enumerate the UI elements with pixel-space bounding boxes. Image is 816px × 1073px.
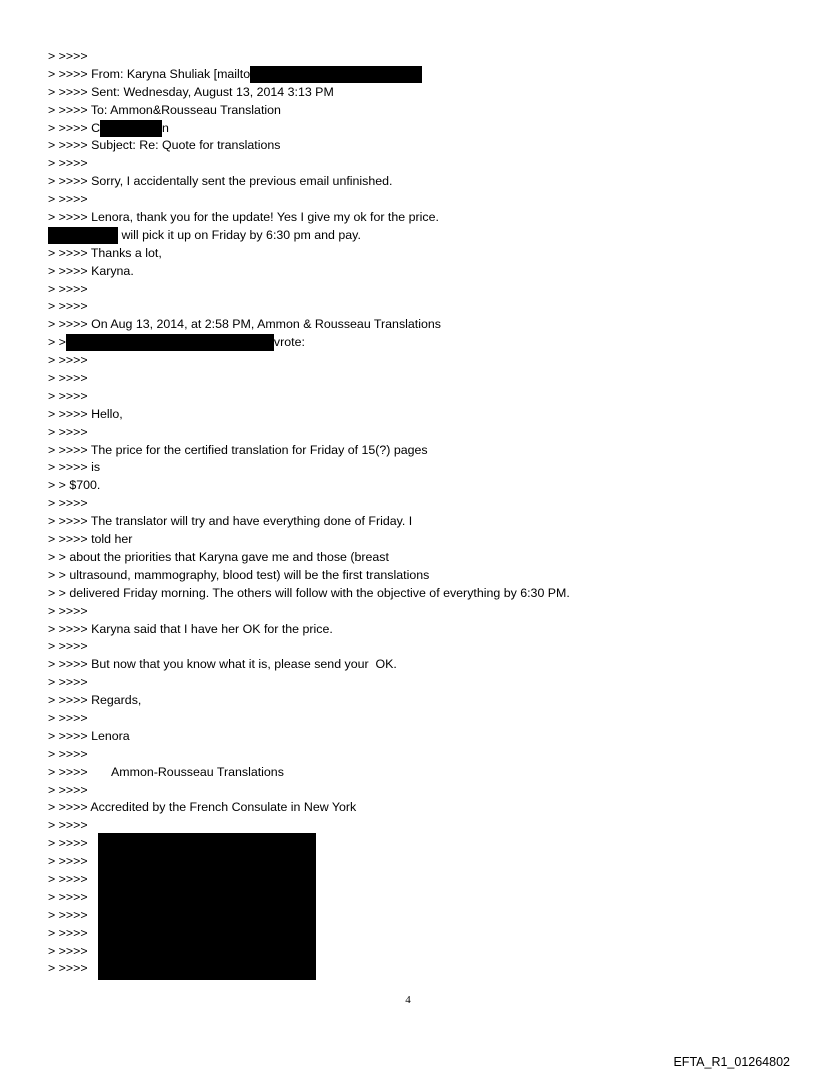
email-line	[48, 173, 788, 191]
redaction-block-signature	[98, 833, 316, 980]
email-line	[48, 746, 788, 764]
email-line	[48, 764, 788, 782]
email-line-text: > >>>>	[48, 49, 88, 63]
email-line	[48, 281, 788, 299]
email-line	[48, 513, 788, 531]
email-line-text: > >>>>	[48, 961, 88, 976]
email-line	[48, 710, 788, 728]
page-number: 4	[405, 994, 411, 1006]
email-line	[48, 674, 788, 692]
email-line-text: > >>>> Lenora	[48, 728, 130, 743]
email-line-text: > >>>>	[48, 782, 88, 797]
email-line-text: > >>>>	[48, 925, 88, 940]
email-line-text: > >>>> Lenora, thank you for the update! Yes I give my ok for the price.	[48, 210, 439, 225]
email-line-text: > >>>> Regards,	[48, 693, 142, 708]
email-line	[48, 137, 788, 155]
email-line-text: > >>>> Subject: Re: Quote for translations	[48, 138, 281, 153]
email-line-text: > >>>> Karyna said that I have her OK for the price.	[48, 621, 333, 636]
email-line-text: > >>>> Ammon-Rousseau Translations	[48, 764, 284, 779]
email-line-text: > >>>>	[48, 299, 88, 314]
email-line-text: > >>>>	[48, 639, 88, 654]
email-line-text: > >>>> From: Karyna Shuliak [mailto	[48, 66, 251, 81]
email-line-text: > > ultrasound, mammography, blood test) will be the first translations	[48, 567, 430, 582]
email-line-text: > >>>>	[48, 907, 88, 922]
email-line-text: > >>>> Accredited by the French Consulate in New York	[48, 800, 357, 815]
email-line-text: > >>>> On Aug 13, 2014, at 2:58 PM, Ammon & Rousseau Translations	[48, 317, 441, 332]
email-line-text: > >>>> Sent: Wednesday, August 13, 2014 3:13 PM	[48, 84, 334, 99]
email-line-text: > >>>> C	[48, 120, 101, 135]
email-line	[48, 424, 788, 442]
email-line	[48, 209, 788, 227]
email-line	[48, 227, 788, 245]
email-line-text: > > $700.	[48, 478, 101, 493]
document-id: EFTA_R1_01264802	[673, 1055, 790, 1069]
email-line-text: > > delivered Friday morning. The others will follow with the objective of everything by 6:30 PM.	[48, 585, 570, 600]
email-line	[48, 316, 788, 334]
email-line	[48, 370, 788, 388]
email-line-text: > >>>> told her	[48, 532, 133, 547]
email-line-text: > >>>>	[48, 836, 88, 851]
email-line-text: > >>>>	[48, 603, 88, 618]
email-line	[48, 728, 788, 746]
email-line-text: > >>>>	[48, 192, 88, 207]
email-line	[48, 692, 788, 710]
email-line-text: > >>>>	[48, 388, 88, 403]
email-line-text: will pick it up on Friday by 6:30 pm and pay.	[118, 227, 361, 242]
email-line-text: > >>>>	[48, 496, 88, 511]
email-line	[48, 459, 788, 477]
email-line-text: > >>>>	[48, 281, 88, 296]
email-line-suffix: n	[162, 120, 169, 135]
email-line	[48, 298, 788, 316]
email-line	[48, 495, 788, 513]
email-line	[48, 102, 788, 120]
email-line	[48, 585, 788, 603]
email-line-suffix: vrote:	[273, 335, 305, 350]
email-line	[48, 782, 788, 800]
email-line-text: > >>>> Hello,	[48, 406, 123, 421]
email-line-text: > >>>>	[48, 424, 88, 439]
email-line	[48, 120, 788, 138]
email-line-text: > >>>>	[48, 889, 88, 904]
email-line-text: > >>>>	[48, 943, 88, 958]
email-line	[48, 442, 788, 460]
email-line-text: > >	[48, 335, 66, 350]
email-line-text: > >>>> The translator will try and have everything done of Friday. I	[48, 514, 413, 529]
email-line	[48, 388, 788, 406]
email-line-text: > >>>> The price for the certified translation for Friday of 15(?) pages	[48, 442, 428, 457]
email-line	[48, 621, 788, 639]
email-line	[48, 531, 788, 549]
email-line	[48, 406, 788, 424]
email-line	[48, 352, 788, 370]
email-line	[48, 84, 788, 102]
email-line	[48, 567, 788, 585]
redaction-bar	[66, 334, 274, 351]
email-line-text: > >>>>	[48, 353, 88, 368]
email-line	[48, 799, 788, 817]
email-line	[48, 477, 788, 495]
email-line-text: > >>>>	[48, 818, 88, 833]
email-line-text: > >>>> Sorry, I accidentally sent the previous email unfinished.	[48, 174, 393, 189]
email-line	[48, 191, 788, 209]
email-line-text: > >>>>	[48, 675, 88, 690]
email-line-text: > > about the priorities that Karyna gave me and those (breast	[48, 549, 389, 564]
email-line-text: > >>>>	[48, 156, 88, 171]
email-line	[48, 155, 788, 173]
redaction-bar	[100, 120, 162, 137]
email-line-text: > >>>>	[48, 854, 88, 869]
email-line-text: > >>>> Thanks a lot,	[48, 245, 162, 260]
email-line	[48, 263, 788, 281]
email-line	[48, 334, 788, 352]
redaction-bar	[250, 66, 422, 83]
email-line-text: > >>>>	[48, 710, 88, 725]
email-line-text: > >>>>	[48, 371, 88, 386]
email-line	[48, 48, 788, 66]
email-line-text: > >>>> But now that you know what it is, please send your OK.	[48, 657, 397, 672]
email-line	[48, 638, 788, 656]
email-line-text: > >>>>	[48, 746, 88, 761]
email-line-text: > >>>> Karyna.	[48, 263, 134, 278]
email-line-text: > >>>> is	[48, 460, 101, 475]
redaction-bar	[48, 227, 118, 244]
email-line-text: > >>>>	[48, 871, 88, 886]
email-line	[48, 549, 788, 567]
email-line	[48, 66, 788, 84]
email-line-text: > >>>> To: Ammon&Rousseau Translation	[48, 102, 281, 117]
email-line	[48, 603, 788, 621]
email-line	[48, 245, 788, 263]
email-line	[48, 656, 788, 674]
